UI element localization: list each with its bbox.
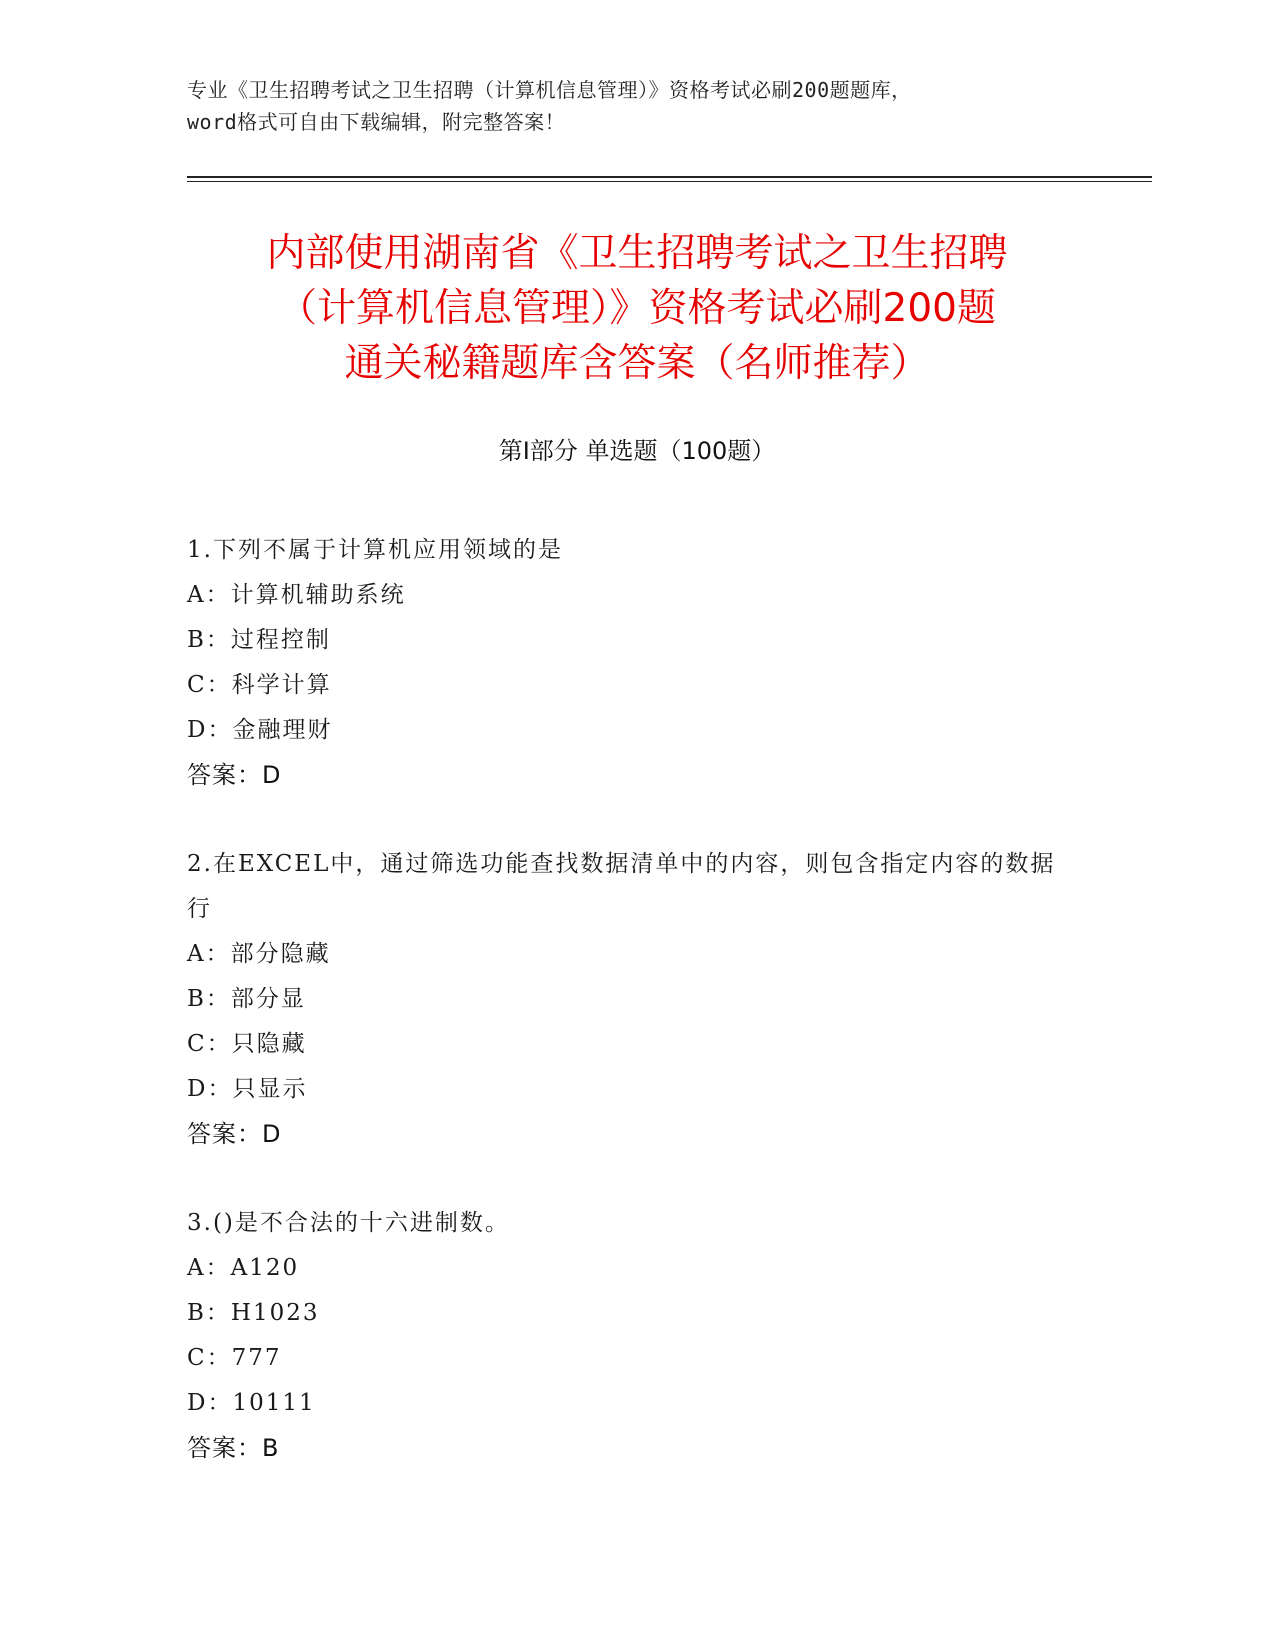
header-note-line-1: 专业《卫生招聘考试之卫生招聘（计算机信息管理）》资格考试必刷200题题库， — [187, 78, 912, 102]
document-title-line-1: 内部使用湖南省《卫生招聘考试之卫生招聘 — [266, 231, 1008, 276]
section-heading: 第Ⅰ部分 单选题（100题） — [498, 437, 776, 465]
question-item — [187, 528, 1067, 798]
question-option-b: B：部分显 — [187, 986, 306, 1012]
header-note-line-2: word格式可自由下载编辑，附完整答案！ — [187, 110, 566, 134]
header-divider-thin — [187, 181, 1152, 182]
question-option-c: C：777 — [187, 1345, 282, 1371]
question-option-d: D：只显示 — [187, 1076, 308, 1102]
document-title-line-2: （计算机信息管理）》资格考试必刷200题 — [278, 286, 996, 331]
question-item — [187, 842, 1067, 1157]
document-title — [187, 226, 1087, 391]
question-option-a: A：部分隐藏 — [187, 941, 331, 967]
question-option-a: A：A120 — [187, 1255, 300, 1281]
question-answer: 答案：D — [187, 1120, 282, 1148]
question-option-c: C：科学计算 — [187, 672, 332, 698]
question-stem: 1.下列不属于计算机应用领域的是 — [187, 537, 563, 563]
question-option-b: B：过程控制 — [187, 627, 331, 653]
question-option-a: A：计算机辅助系统 — [187, 582, 406, 608]
question-option-b: B：H1023 — [187, 1300, 320, 1326]
question-answer: 答案：B — [187, 1434, 280, 1462]
question-item — [187, 1201, 1067, 1471]
document-title-line-3: 通关秘籍题库含答案（名师推荐） — [344, 341, 930, 386]
question-option-c: C：只隐藏 — [187, 1031, 307, 1057]
header-divider-thick — [187, 176, 1152, 178]
question-answer: 答案：D — [187, 761, 282, 789]
question-stem: 2.在EXCEL中，通过筛选功能查找数据清单中的内容，则包含指定内容的数据行 — [187, 851, 1056, 922]
question-stem: 3.()是不合法的十六进制数。 — [187, 1210, 510, 1236]
question-option-d: D：金融理财 — [187, 717, 333, 743]
question-list — [187, 528, 1067, 1515]
header-note — [187, 74, 1087, 138]
question-option-d: D：10111 — [187, 1390, 316, 1416]
